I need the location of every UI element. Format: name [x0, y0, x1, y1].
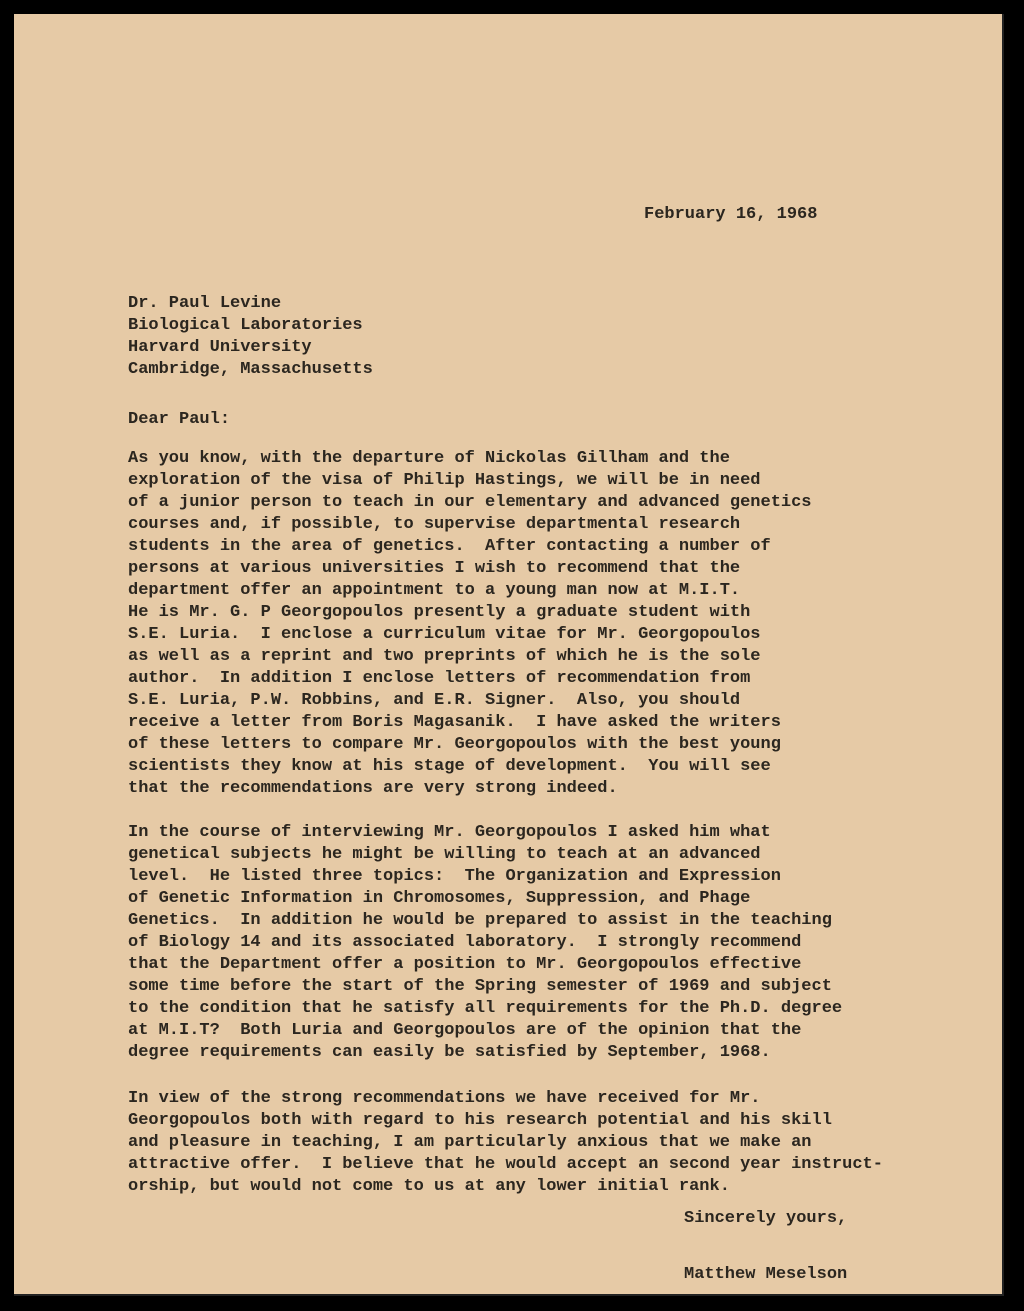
recipient-address [128, 293, 373, 381]
text-line: some time before the start of the Spring semester of 1969 and subject [128, 977, 832, 996]
address-line: Harvard University [128, 338, 312, 357]
text-line: that the recommendations are very strong indeed. [128, 779, 618, 798]
address-line: Biological Laboratories [128, 316, 363, 335]
text-line: receive a letter from Boris Magasanik. I have asked the writers [128, 713, 781, 732]
text-line: persons at various universities I wish to recommend that the [128, 559, 741, 578]
paragraph-3 [128, 1088, 883, 1198]
text-line: S.E. Luria. I enclose a curriculum vitae for Mr. Georgopoulos [128, 625, 761, 644]
text-line: students in the area of genetics. After contacting a number of [128, 537, 771, 556]
letter-date: February 16, 1968 [644, 205, 818, 224]
text-line: at M.I.T? Both Luria and Georgopoulos are of the opinion that the [128, 1021, 802, 1040]
text-line: attractive offer. I believe that he would accept an second year instruct- [128, 1155, 883, 1174]
text-line: level. He listed three topics: The Organization and Expression [128, 867, 781, 886]
text-line: courses and, if possible, to supervise departmental research [128, 515, 741, 534]
text-line: orship, but would not come to us at any lower initial rank. [128, 1177, 730, 1196]
text-line: that the Department offer a position to Mr. Georgopoulos effective [128, 955, 802, 974]
address-line: Cambridge, Massachusetts [128, 360, 373, 379]
text-line: of Genetic Information in Chromosomes, Suppression, and Phage [128, 889, 751, 908]
text-line: of a junior person to teach in our elementary and advanced genetics [128, 493, 812, 512]
text-line: of these letters to compare Mr. Georgopoulos with the best young [128, 735, 781, 754]
text-line: As you know, with the departure of Nickolas Gillham and the [128, 449, 730, 468]
paragraph-2 [128, 822, 842, 1064]
text-line: exploration of the visa of Philip Hastings, we will be in need [128, 471, 761, 490]
text-line: author. In addition I enclose letters of recommendation from [128, 669, 751, 688]
text-line: department offer an appointment to a young man now at M.I.T. [128, 581, 741, 600]
address-line: Dr. Paul Levine [128, 294, 282, 313]
text-line: degree requirements can easily be satisfied by September, 1968. [128, 1043, 771, 1062]
text-line: S.E. Luria, P.W. Robbins, and E.R. Signer. Also, you should [128, 691, 741, 710]
letter-page [14, 14, 1004, 1296]
text-line: In the course of interviewing Mr. Georgopoulos I asked him what [128, 823, 771, 842]
salutation: Dear Paul: [128, 410, 231, 429]
text-line: of Biology 14 and its associated laboratory. I strongly recommend [128, 933, 802, 952]
text-line: as well as a reprint and two preprints of which he is the sole [128, 647, 761, 666]
text-line: Georgopoulos both with regard to his research potential and his skill [128, 1111, 832, 1130]
text-line: and pleasure in teaching, I am particularly anxious that we make an [128, 1133, 812, 1152]
closing: Sincerely yours, [684, 1209, 848, 1228]
paragraph-1 [128, 448, 812, 800]
text-line: In view of the strong recommendations we have received for Mr. [128, 1089, 761, 1108]
text-line: scientists they know at his stage of development. You will see [128, 757, 771, 776]
signature-name: Matthew Meselson [684, 1265, 848, 1284]
text-line: to the condition that he satisfy all requirements for the Ph.D. degree [128, 999, 843, 1018]
text-line: genetical subjects he might be willing to teach at an advanced [128, 845, 761, 864]
text-line: He is Mr. G. P Georgopoulos presently a graduate student with [128, 603, 751, 622]
text-line: Genetics. In addition he would be prepared to assist in the teaching [128, 911, 832, 930]
